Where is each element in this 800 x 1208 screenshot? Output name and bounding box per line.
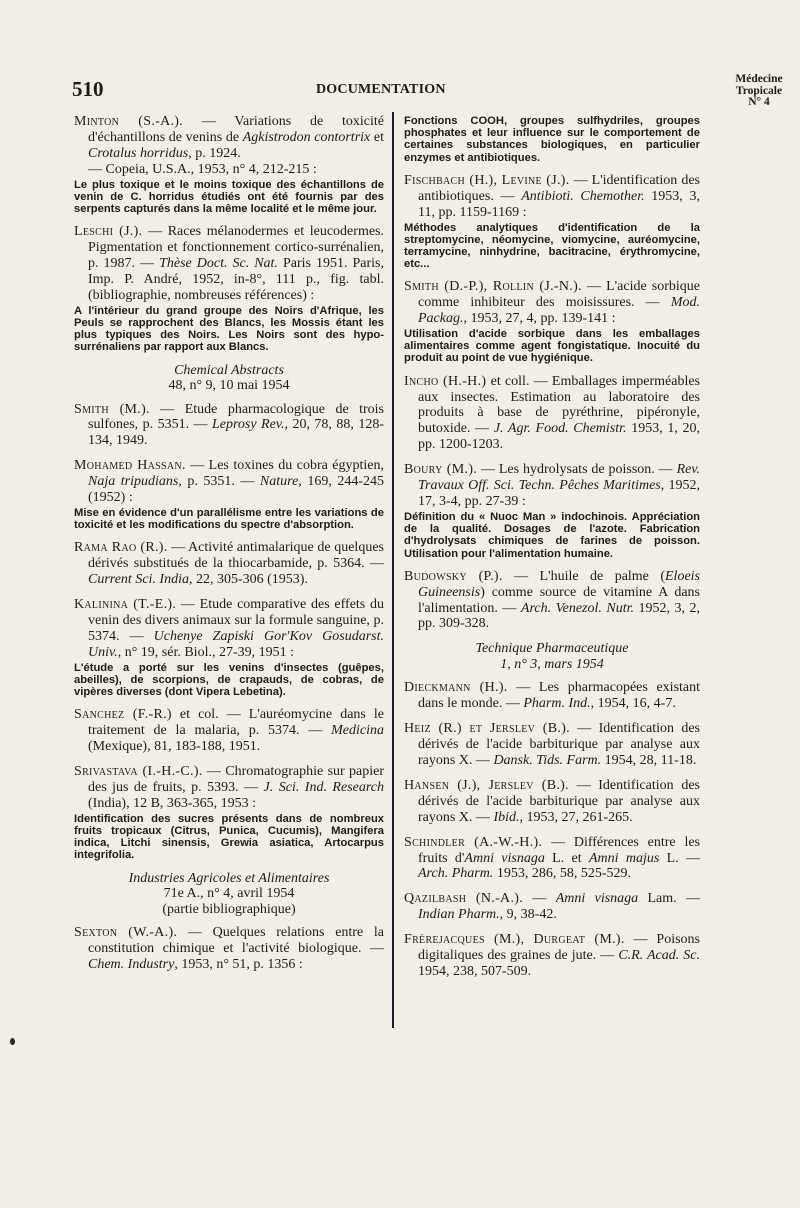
reference-citation [74, 597, 384, 661]
reference-sexton [74, 925, 384, 973]
reference-text: , p. 5351. — [178, 474, 260, 490]
reference-fischbach [404, 173, 700, 271]
journal-name: J. Agr. Food. Chemistr. [493, 421, 627, 437]
reference-text: L. et [544, 850, 589, 866]
column-divider [392, 112, 394, 1028]
reference-author: Smith (D.-P.), Rollin (J.-N.). [404, 279, 582, 295]
section-heading-chemical-abstracts [74, 363, 384, 394]
reference-source: 1952, 3, 2, pp. 309-328. [418, 600, 700, 632]
reference-text: — L'acide sorbique comme inhibiteur des moisissures. — [418, 279, 700, 311]
reference-citation [404, 173, 700, 221]
reference-summary: Identification des sucres présents dans de nombreux fruits tropicaux (Citrus, Punica, Cucumis), Mangifera indica, Litchi sinensis, Grewia asiatica, Artocarpus integrifolia. [74, 812, 384, 862]
reference-summary: Mise en évidence d'un parallélisme entre les variations de toxicité et les modifications du spectre d'absorption. [74, 507, 384, 532]
reference-author: Boury (M.). [404, 462, 478, 478]
reference-text: — L'huile de palme ( [502, 568, 665, 584]
reference-source: , 20, 78, 88, 128-134, 1949. [88, 417, 384, 449]
journal-name: Nature [259, 474, 299, 490]
reference-text: — Identification des dérivés de l'acide barbiturique par analyse aux rayons X. — [418, 721, 700, 768]
reference-dieckmann [404, 680, 700, 712]
right-column [404, 114, 700, 989]
scan-speck [10, 1038, 15, 1045]
reference-text: — Identification des dérivés de l'acide barbiturique par analyse aux rayons X. — [418, 777, 701, 825]
species-name: Amni visnaga [464, 850, 545, 866]
journal-name: C.R. Acad. Sc. [618, 948, 700, 964]
reference-author: Srivastava (I.-H.-C.). [74, 764, 203, 780]
reference-citation [74, 114, 384, 162]
reference-qazilbash [404, 891, 700, 923]
reference-author: Heiz (R.) et Jerslev (B.). [404, 721, 570, 737]
reference-source: , 1952, 17, 3-4, pp. 27-39 : [418, 478, 700, 510]
reference-source: , 9, 38-42. [499, 907, 557, 923]
reference-text: — Différences entre les fruits d' [418, 834, 700, 866]
reference-summary: Utilisation d'acide sorbique dans les emballages alimentaires comme agent fongistatique. Inocuité du produit au point de vue hygiénique. [404, 328, 700, 365]
reference-author: Sanchez (F.-R.) [74, 707, 172, 723]
section-heading-title: Chemical Abstracts [174, 362, 284, 378]
reference-text: et col. — L'auréomycine dans le traitement de la malaria, p. 5374. — [88, 707, 384, 739]
reference-text: — Quelques relations entre la constitution chimique et l'activité biologique. — [88, 925, 384, 957]
reference-author: Sexton (W.-A.). [74, 925, 178, 941]
section-heading-note: (partie bibliographique) [162, 901, 296, 917]
reference-citation [404, 279, 700, 327]
reference-source: 1953, 3, 11, pp. 1159-1169 : [418, 188, 701, 220]
reference-text: — Races mélanodermes et leucodermes. Pigmentation et fonctionnement cortico-surrénalien, p. 1987. — [88, 224, 384, 272]
species-name: Crotalus horridus [88, 145, 189, 161]
reference-source: (India), 12 B, 363-365, 1953 : [88, 795, 256, 811]
reference-author: Kalinina (T.-E.). [74, 597, 177, 613]
reference-text: — Variations de toxicité d'échantillons de venins de [88, 114, 384, 145]
reference-source: (Mexique), 81, 183-188, 1951. [88, 739, 261, 755]
reference-author: Mohamed Hassan. [74, 458, 186, 474]
reference-citation [74, 458, 384, 506]
reference-summary: L'étude a porté sur les venins d'insectes (guêpes, abeilles), de scorpions, de crapauds, de cobras, de vipères diverses (dont Vipera Lebetina). [74, 661, 384, 699]
reference-citation [74, 707, 384, 755]
reference-source: 1954, 28, 11-18. [601, 752, 697, 768]
reference-source: , 22, 305-306 (1953). [188, 572, 308, 588]
reference-citation [74, 925, 384, 973]
reference-kalinina [74, 597, 384, 698]
reference-citation [404, 462, 700, 510]
reference-text: et coll. — Emballages imperméables aux insectes. Estimation au laboratoire des produits à base de pyréthrine, pipéronyle, butoxide. — [418, 373, 701, 437]
reference-text: — L'identification des antibiotiques. — [418, 172, 700, 204]
reference-smith [74, 402, 384, 450]
species-name: Naja tripudians [88, 474, 179, 490]
reference-author: Schindler (A.-W.-H.). [404, 834, 543, 850]
reference-summary: Définition du « Nuoc Man » indochinois. Appréciation de la qualité. Dosages de l'azote. Fabrication d'hydrolysats chimiques de farines de poisson. Utilisation pour l'alimentation humaine. [404, 510, 700, 560]
reference-author: Smith (M.). [74, 401, 150, 417]
journal-name: Leprosy Rev. [212, 417, 285, 433]
section-heading-issue: 1, n° 3, mars 1954 [500, 656, 604, 672]
journal-name: Medicina [331, 723, 384, 739]
journal-tag [722, 74, 796, 109]
reference-hansen [404, 778, 700, 826]
reference-boury [404, 462, 700, 560]
reference-text: — Chromatographie sur papier des jus de fruits, p. 5393. — [88, 764, 384, 795]
reference-citation [404, 569, 700, 633]
reference-heiz [404, 721, 700, 769]
reference-source: 1954, 238, 507-509. [418, 963, 532, 979]
reference-second-line: — Copeia, U.S.A., 1953, n° 4, 212-215 : [88, 161, 317, 177]
journal-name: J. Sci. Ind. Research [263, 780, 384, 795]
reference-citation [404, 932, 700, 980]
reference-mohamed-hassan [74, 458, 384, 531]
reference-author: Leschi (J.). [74, 224, 143, 240]
journal-name: Chem. Industry [88, 956, 175, 972]
section-heading-technique-pharmaceutique [404, 641, 700, 672]
reference-citation [404, 835, 700, 883]
reference-source: , p. 1924. [188, 145, 241, 161]
reference-citation [74, 224, 384, 304]
reference-text: et [370, 129, 385, 145]
reference-source: , 169, 244-245 (1952) : [88, 474, 385, 506]
reference-author: Incho (H.-H.) [404, 373, 487, 389]
reference-citation [74, 402, 384, 450]
species-name: Amni majus [588, 850, 660, 866]
reference-srivastava [74, 764, 384, 862]
reference-summary: Fonctions COOH, groupes sulfhydriles, groupes phosphates et leur influence sur le comportement de certaines substances biologiques, en particulier enzymes et antibiotiques. [404, 115, 700, 164]
reference-author: Fischbach (H.), Levine (J.). [404, 172, 570, 188]
section-heading-issue: 71e A., n° 4, avril 1954 [163, 886, 295, 902]
reference-author: Qazilbash (N.-A.). [404, 891, 524, 907]
reference-text: — Les toxines du cobra égyptien, [185, 458, 385, 474]
journal-tag-line: Tropicale [735, 84, 783, 97]
reference-text: — Etude pharmacologique de trois sulfones, p. 5351. — [88, 401, 384, 433]
left-column [74, 114, 384, 982]
reference-author: Dieckmann (H.). [404, 680, 508, 696]
journal-name: Antibioti. Chemother. [521, 188, 645, 204]
reference-source: 1953, 286, 58, 525-529. [493, 866, 631, 882]
reference-citation [74, 764, 384, 812]
reference-source: , 1953, 27, 261-265. [519, 809, 633, 825]
section-heading-industries-agricoles [74, 871, 384, 918]
species-name: Eloeis Guineensis [418, 568, 700, 600]
section-heading-issue: 48, n° 9, 10 mai 1954 [168, 378, 290, 394]
reference-author: Rama Rao (R.). [74, 540, 168, 556]
page-number: 510 [72, 77, 104, 101]
reference-rama-rao [74, 540, 384, 588]
species-name: Amni visnaga [555, 891, 639, 907]
journal-name: Mod. Packag. [418, 295, 700, 327]
reference-source: , 1953, 27, 4, pp. 139-141 : [463, 311, 616, 327]
journal-tag-line: Médecine [735, 73, 783, 85]
reference-source: 1953, 1, 20, pp. 1200-1203. [418, 421, 700, 453]
journal-name: Arch. Venezol. Nutr. [520, 600, 634, 616]
reference-summary: Le plus toxique et le moins toxique des échantillons de venin de C. horridus étudiés ont été fournis par des serpents capturés dans la même localité et le même jour. [74, 178, 384, 216]
reference-author: Frèrejacques (M.), Durgeat (M.). [404, 932, 625, 948]
reference-incho [404, 374, 700, 454]
reference-source: , n° 19, sér. Biol., 27-39, 1951 : [117, 644, 295, 660]
reference-text: L. — [659, 850, 701, 866]
journal-name: Thèse Doct. Sc. Nat. [159, 256, 278, 272]
reference-author: Hansen (J.), Jerslev (B.). [404, 777, 569, 793]
reference-source: Paris 1951. Paris, Imp. P. André, 1952, in-8°, 111 p., fig. tabl. (bibliographie, nombreuses références) : [88, 256, 384, 303]
journal-name: Current Sci. India [88, 572, 189, 588]
journal-name: Dansk. Tids. Farm. [493, 752, 602, 768]
reference-text: — Activité antimalarique de quelques dérivés substitués de la thiocarbamide, p. 5364. — [88, 540, 384, 572]
reference-citation [404, 721, 700, 769]
reference-sanchez [74, 707, 384, 755]
reference-text: — Les hydrolysats de poisson. — [477, 462, 677, 478]
reference-text: — Les pharmacopées existant dans le monde. — [418, 680, 701, 712]
reference-author: Budowsky (P.). [404, 568, 503, 584]
journal-name: Pharm. Ind. [523, 696, 591, 712]
journal-name: Uchenye Zapiski Gor'Kov Gosudarst. Univ. [88, 628, 384, 660]
reference-frerejacques [404, 932, 700, 980]
reference-leschi [74, 224, 384, 353]
reference-author: Minton (S.-A.). [74, 114, 184, 129]
journal-tag-line: N° 4 [748, 96, 770, 108]
reference-summary: A l'intérieur du grand groupe des Noirs d'Afrique, les Peuls se rapprochent des Blancs, les Mossis étant les plus typiques des Noirs. Les Noirs sont des hypo-surrénaliens par rapport aux Blancs. [74, 304, 384, 354]
species-name: Agkistrodon contortrix [242, 129, 371, 145]
reference-text: ) comme source de vitamine A dans l'alimentation. — [418, 584, 700, 616]
reference-text: — Poisons digitaliques des graines de jute. — [418, 932, 701, 964]
reference-citation [404, 374, 700, 454]
journal-name: Ibid. [493, 809, 520, 825]
reference-minton [74, 114, 384, 215]
journal-name: Arch. Pharm. [418, 866, 494, 882]
section-heading-title: Technique Pharmaceutique [475, 641, 629, 657]
reference-sexton-continued [404, 115, 700, 164]
reference-summary: Méthodes analytiques d'identification de la streptomycine, néomycine, viomycine, auréomycine, terramycine, ninhydrine, bacitracine, érythromycine, etc... [404, 221, 700, 271]
reference-citation [404, 891, 700, 923]
reference-schindler [404, 835, 700, 883]
reference-citation [404, 680, 700, 712]
section-heading-title: Industries Agricoles et Alimentaires [128, 870, 330, 886]
reference-citation [404, 778, 700, 826]
running-title: DOCUMENTATION [316, 82, 446, 97]
journal-name: Indian Pharm. [418, 907, 500, 923]
reference-source: , 1954, 16, 4-7. [590, 696, 676, 712]
reference-text: Lam. — [638, 891, 700, 907]
reference-smith-rollin [404, 279, 700, 364]
reference-source: , 1953, n° 51, p. 1356 : [174, 956, 303, 972]
reference-text: — [523, 891, 556, 907]
reference-citation [74, 540, 384, 588]
reference-budowsky [404, 569, 700, 633]
reference-text: — Etude comparative des effets du venin des divers animaux sur la formule sanguine, p. 5374. — [88, 597, 384, 644]
journal-name: Rev. Travaux Off. Sci. Techn. Pêches Maritimes [418, 462, 701, 494]
